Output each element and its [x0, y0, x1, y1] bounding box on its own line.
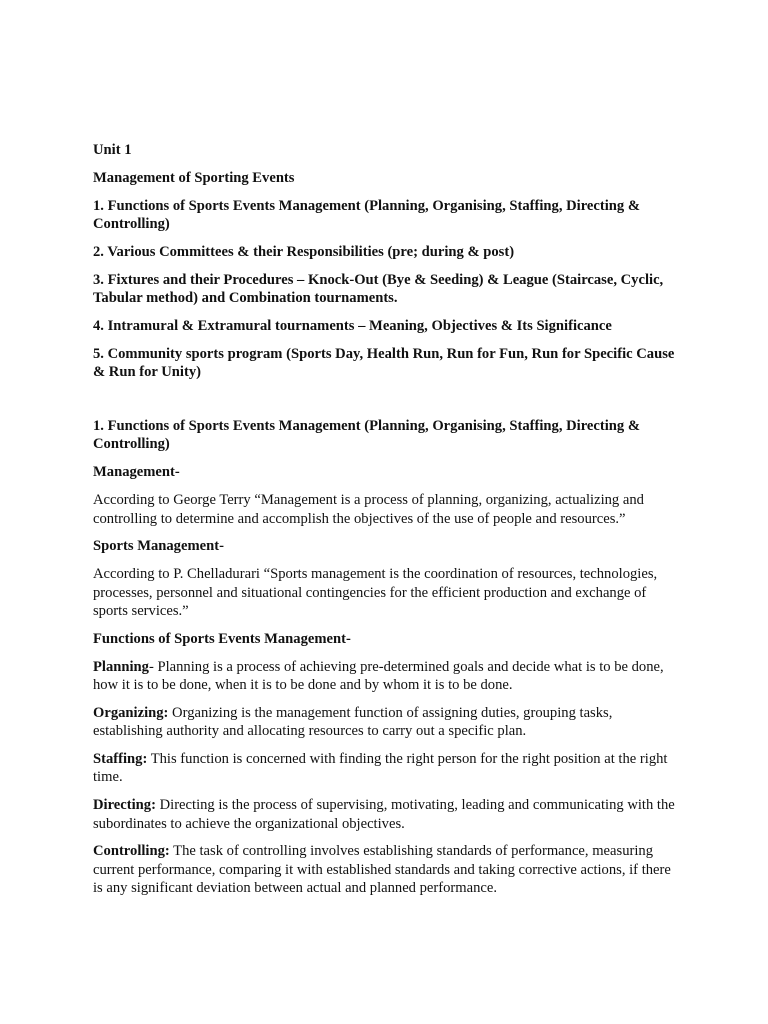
function-description: - Planning is a process of achieving pre-determined goals and decide what is to be done, how it is to be done, when it is to be done and by whom it is to be done.: [93, 658, 664, 693]
outline-item-4: 4. Intramural & Extramural tournaments – Meaning, Objectives & Its Significance: [93, 318, 612, 335]
function-controlling: [93, 842, 683, 897]
functions-heading: Functions of Sports Events Management-: [93, 630, 351, 647]
function-description: Directing is the process of supervising, motivating, leading and communicating with the subordinates to achieve the organizational objectives.: [93, 797, 675, 832]
management-heading: Management-: [93, 464, 180, 481]
outline-item-2: 2. Various Committees & their Responsibilities (pre; during & post): [93, 243, 515, 260]
function-staffing: [93, 750, 683, 787]
sports-management-definition: According to P. Chelladurari “Sports management is the coordination of resources, technologies, processes, personnel and situational contingencies for the efficient production and exchange of sports services.”: [93, 566, 658, 619]
document-page: [93, 141, 683, 907]
function-planning: [93, 658, 683, 695]
unit-title: Unit 1: [93, 142, 132, 158]
management-definition: According to George Terry “Management is a process of planning, organizing, actualizing and controlling to determine and accomplish the objectives of the use of people and resources.”: [93, 492, 644, 527]
section-spacer: [93, 391, 683, 417]
function-term: Directing:: [93, 797, 156, 814]
outline-item-1: 1. Functions of Sports Events Management (Planning, Organising, Staffing, Directing & Controlling): [93, 197, 641, 233]
function-term: Planning: [93, 658, 149, 675]
section-title: Management of Sporting Events: [93, 169, 295, 186]
outline-item-5: 5. Community sports program (Sports Day, Health Run, Run for Fun, Run for Specific Cause & Run for Unity): [93, 345, 675, 381]
function-term: Organizing:: [93, 704, 169, 721]
function-directing: [93, 796, 683, 833]
function-description: This function is concerned with finding the right person for the right position at the right time.: [93, 751, 668, 786]
function-term: Staffing:: [93, 751, 148, 768]
function-organizing: [93, 704, 683, 741]
function-term: Controlling:: [93, 843, 170, 860]
function-description: The task of controlling involves establishing standards of performance, measuring current performance, comparing it with established standards and taking corrective actions, if there is any significant deviation between actual and planned performance.: [93, 843, 671, 896]
section1-heading: 1. Functions of Sports Events Management (Planning, Organising, Staffing, Directing & Controlling): [93, 418, 641, 453]
outline-item-3: 3. Fixtures and their Procedures – Knock-Out (Bye & Seeding) & League (Staircase, Cyclic, Tabular method) and Combination tournaments.: [93, 271, 664, 307]
function-description: Organizing is the management function of assigning duties, grouping tasks, establishing authority and allocating resources to carry out a specific plan.: [93, 704, 613, 740]
sports-management-heading: Sports Management-: [93, 538, 224, 555]
